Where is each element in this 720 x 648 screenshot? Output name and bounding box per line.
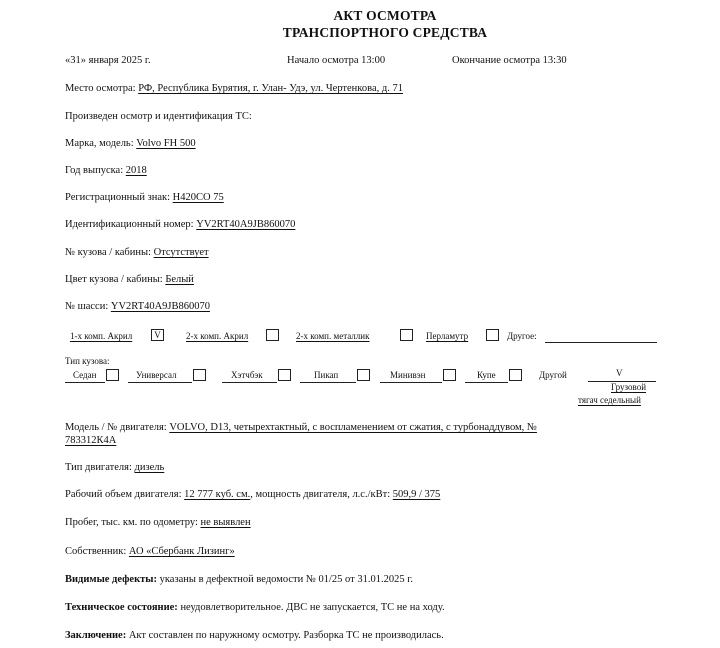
inspection-line: Произведен осмотр и идентификация ТС: bbox=[65, 111, 252, 122]
engine-model-value-2: 783312К4А bbox=[65, 435, 117, 446]
body-other-mark: V bbox=[616, 368, 623, 378]
title-line-1: АКТ ОСМОТРА bbox=[333, 8, 437, 23]
engine-model-row bbox=[65, 422, 537, 433]
make-label: Марка, модель: bbox=[65, 138, 137, 149]
body-van-label: Минивэн bbox=[390, 370, 426, 380]
body-other-value-1: Грузовой bbox=[611, 382, 647, 392]
year-value: 2018 bbox=[125, 165, 147, 176]
mileage-row bbox=[65, 517, 251, 528]
volume-value: 12 777 куб. см. bbox=[184, 489, 251, 500]
color-row bbox=[65, 274, 194, 285]
body-number-row bbox=[65, 247, 209, 258]
tech-state-row bbox=[65, 602, 445, 613]
power-value: 509,9 / 375 bbox=[392, 489, 441, 500]
tech-label: Техническое состояние: bbox=[65, 602, 178, 613]
body-other-label: Другой bbox=[539, 370, 567, 380]
engine-model-label: Модель / № двигателя: bbox=[65, 422, 170, 433]
body-sedan-label: Седан bbox=[73, 370, 97, 380]
body-hatch-line bbox=[222, 382, 277, 383]
inspection-place bbox=[65, 83, 403, 94]
make-value: Volvo FH 500 bbox=[136, 138, 196, 149]
owner-value: АО «Сбербанк Лизинг» bbox=[128, 546, 235, 557]
mileage-value: не выявлен bbox=[200, 517, 251, 528]
engine-type-label: Тип двигателя: bbox=[65, 462, 135, 473]
engine-type-value: дизель bbox=[134, 462, 165, 473]
paint-other-line bbox=[545, 342, 657, 343]
color-label: Цвет кузова / кабины: bbox=[65, 274, 166, 285]
body-coupe-label: Купе bbox=[477, 370, 496, 380]
reg-label: Регистрационный знак: bbox=[65, 192, 173, 203]
body-van-checkbox[interactable] bbox=[443, 369, 456, 381]
owner-row bbox=[65, 546, 235, 557]
volume-label: Рабочий объем двигателя: bbox=[65, 489, 185, 500]
body-label: № кузова / кабины: bbox=[65, 247, 154, 258]
body-sedan-line bbox=[65, 382, 105, 383]
body-pickup-line bbox=[300, 382, 356, 383]
body-sedan-checkbox[interactable] bbox=[106, 369, 119, 381]
body-coupe-checkbox[interactable] bbox=[509, 369, 522, 381]
body-van-line bbox=[380, 382, 442, 383]
body-pickup-label: Пикап bbox=[314, 370, 339, 380]
place-value: РФ, Республика Бурятия, г. Улан- Удэ, ул. Чертенкова, д. 71 bbox=[138, 83, 403, 94]
body-type-label: Тип кузова: bbox=[65, 356, 110, 366]
body-wagon-checkbox[interactable] bbox=[193, 369, 206, 381]
start-time: Начало осмотра 13:00 bbox=[287, 55, 386, 66]
vin-value: YV2RT40A9JB860070 bbox=[196, 219, 296, 230]
paint-metallic-label: 2-х комп. металлик bbox=[296, 331, 370, 341]
paint-acryl1-label: 1-х комп. Акрил bbox=[70, 331, 133, 341]
paint-pearl-checkbox[interactable] bbox=[486, 329, 499, 341]
reg-row bbox=[65, 192, 224, 203]
color-value: Белый bbox=[165, 274, 194, 285]
title-line-2: ТРАНСПОРТНОГО СРЕДСТВА bbox=[282, 25, 488, 40]
reg-value: Н420СО 75 bbox=[172, 192, 224, 203]
body-other-value-2: тягач седельный bbox=[578, 395, 641, 405]
engine-volume-row bbox=[65, 489, 440, 500]
body-pickup-checkbox[interactable] bbox=[357, 369, 370, 381]
year-label: Год выпуска: bbox=[65, 165, 126, 176]
end-time: Окончание осмотра 13:30 bbox=[452, 55, 567, 66]
owner-label: Собственник: bbox=[65, 546, 129, 557]
conclusion-label: Заключение: bbox=[65, 630, 127, 641]
defects-value: указаны в дефектной ведомости № 01/25 от 31.01.2025 г. bbox=[156, 574, 414, 585]
paint-pearl-label: Перламутр bbox=[426, 331, 469, 341]
place-label: Место осмотра: bbox=[65, 83, 139, 94]
conclusion-value: Акт составлен по наружному осмотру. Разборка ТС не производилась. bbox=[126, 630, 444, 641]
chassis-row bbox=[65, 301, 210, 312]
body-value: Отсутствует bbox=[153, 247, 209, 258]
tech-value: неудовлетворительное. ДВС не запускается, ТС не на ходу. bbox=[177, 602, 445, 613]
body-hatch-checkbox[interactable] bbox=[278, 369, 291, 381]
conclusion-row bbox=[65, 630, 444, 641]
power-label: , мощность двигателя, л.с./кВт: bbox=[250, 489, 393, 500]
body-hatch-label: Хэтчбэк bbox=[231, 370, 263, 380]
year-row bbox=[65, 165, 147, 176]
chassis-label: № шасси: bbox=[65, 301, 111, 312]
defects-row bbox=[65, 574, 413, 585]
paint-other-label: Другое: bbox=[507, 331, 537, 341]
make-model-row bbox=[65, 138, 196, 149]
paint-acryl1-checkbox[interactable]: V bbox=[151, 329, 164, 341]
paint-metallic-checkbox[interactable] bbox=[400, 329, 413, 341]
body-wagon-line bbox=[128, 382, 192, 383]
body-coupe-line bbox=[465, 382, 508, 383]
mileage-label: Пробег, тыс. км. по одометру: bbox=[65, 517, 201, 528]
defects-label: Видимые дефекты: bbox=[65, 574, 157, 585]
vin-label: Идентификационный номер: bbox=[65, 219, 197, 230]
engine-type-row bbox=[65, 462, 164, 473]
body-wagon-label: Универсал bbox=[136, 370, 177, 380]
act-date: «31» января 2025 г. bbox=[65, 55, 151, 66]
paint-acryl2-label: 2-х комп. Акрил bbox=[186, 331, 249, 341]
engine-model-value-1: VOLVO, D13, четырехтактный, с воспламенением от сжатия, с турбонаддувом, № bbox=[169, 422, 537, 433]
paint-acryl2-checkbox[interactable] bbox=[266, 329, 279, 341]
vin-row bbox=[65, 219, 295, 230]
chassis-value: YV2RT40A9JB860070 bbox=[110, 301, 210, 312]
